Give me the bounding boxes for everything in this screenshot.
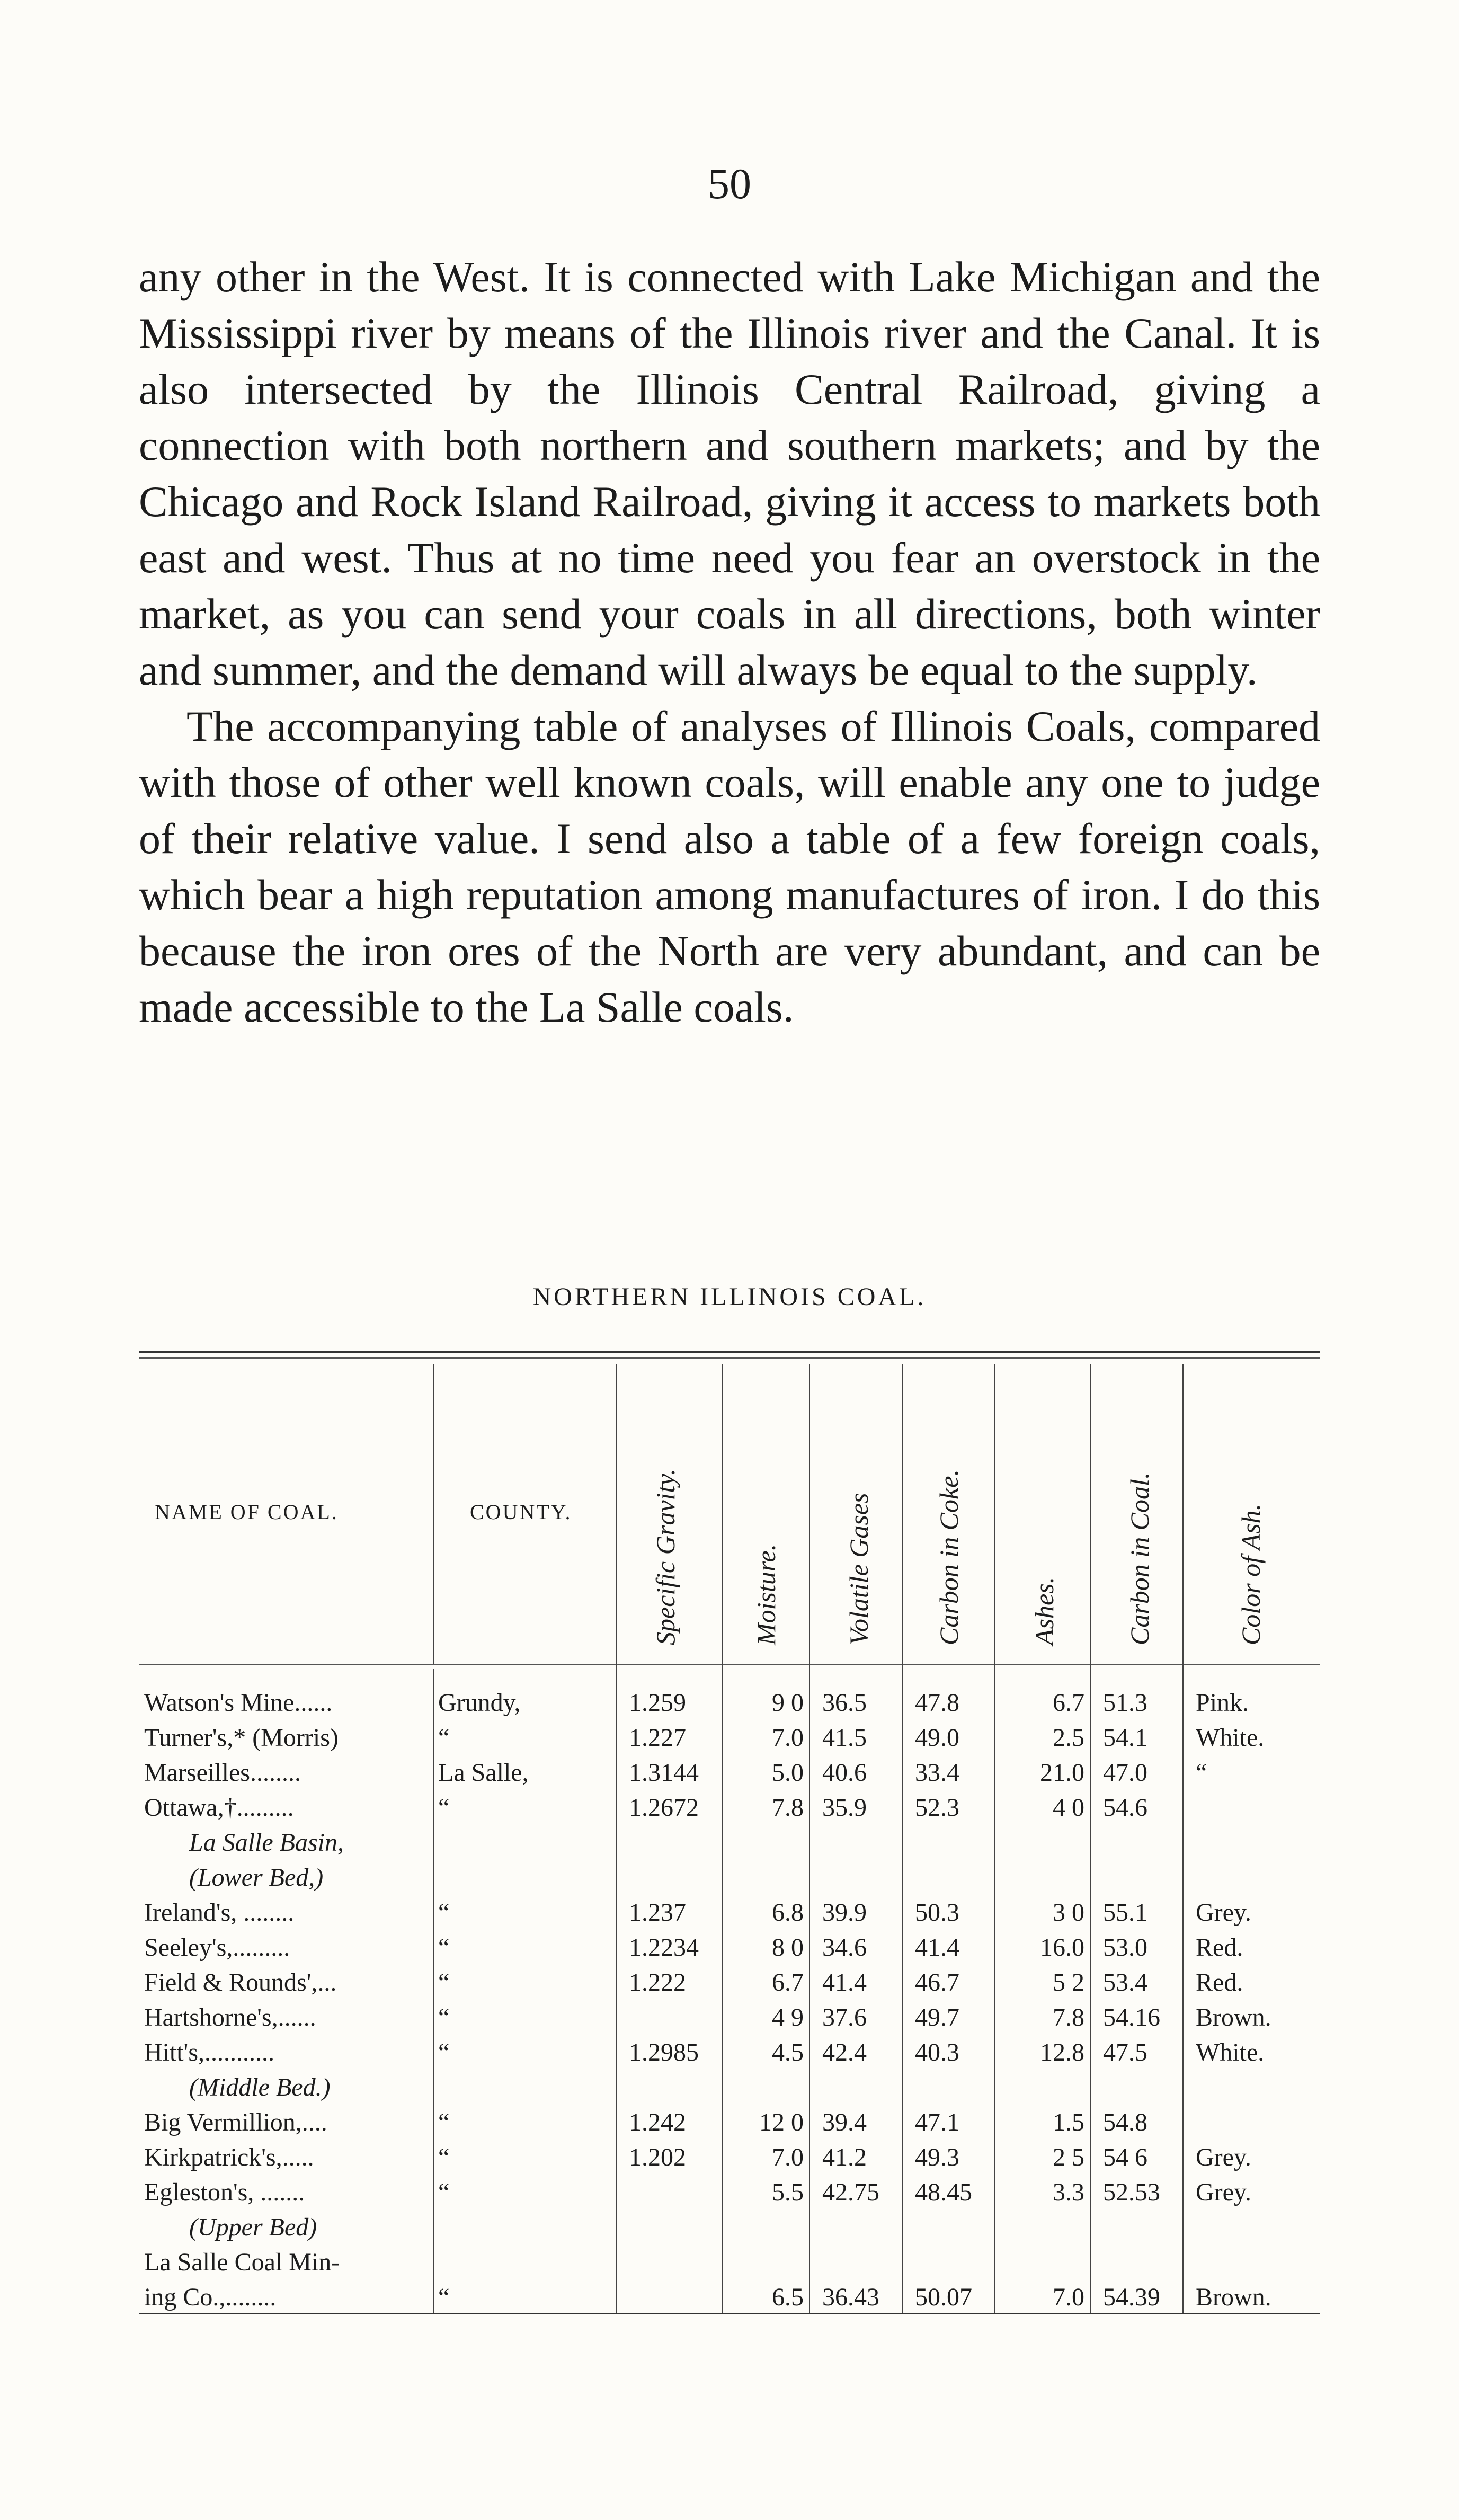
cell-ashes: 2 5 — [1053, 2143, 1084, 2171]
cell-color-of-ash: Red. — [1196, 1933, 1243, 1962]
cell-specific-gravity: 1.202 — [629, 2143, 686, 2171]
cell-specific-gravity: 1.242 — [629, 2108, 686, 2136]
cell-name: Turner's,* (Morris) — [144, 1724, 339, 1752]
table-row — [139, 2040, 1320, 2065]
cell-name: Ottawa,†......... — [144, 1794, 294, 1822]
table-row — [139, 1725, 1320, 1751]
cell-carbon-in-coal: 53.0 — [1103, 1933, 1147, 1962]
cell-ashes: 16.0 — [1040, 1933, 1084, 1962]
cell-county: “ — [438, 2178, 450, 2206]
header-volatile-gases: Volatile Gases — [844, 1493, 874, 1645]
cell-moisture: 7.0 — [772, 1724, 804, 1752]
cell-moisture: 8 0 — [772, 1933, 804, 1962]
table-row — [139, 1690, 1320, 1716]
cell-county: “ — [438, 1724, 450, 1752]
cell-color-of-ash: Grey. — [1196, 2178, 1251, 2206]
cell-carbon-in-coke: 33.4 — [915, 1759, 959, 1787]
cell-name: (Lower Bed,) — [189, 1864, 324, 1892]
cell-ashes: 3 0 — [1053, 1898, 1084, 1927]
header-carbon-in-coke: Carbon in Coke. — [934, 1469, 964, 1645]
cell-carbon-in-coal: 54.16 — [1103, 2003, 1160, 2031]
cell-ashes: 6.7 — [1053, 1689, 1084, 1717]
cell-ashes: 21.0 — [1040, 1759, 1084, 1787]
cell-name: Big Vermillion,.... — [144, 2108, 327, 2136]
table-row — [139, 1970, 1320, 1995]
cell-name: Marseilles........ — [144, 1759, 301, 1787]
table-row — [139, 1935, 1320, 1960]
cell-carbon-in-coal: 54.39 — [1103, 2283, 1160, 2311]
cell-name: ing Co.,........ — [144, 2283, 277, 2311]
cell-carbon-in-coal: 53.4 — [1103, 1968, 1147, 1997]
cell-carbon-in-coal: 51.3 — [1103, 1689, 1147, 1717]
cell-name: Hitt's,........... — [144, 2038, 274, 2066]
cell-name: Field & Rounds',... — [144, 1968, 337, 1997]
cell-color-of-ash: Brown. — [1196, 2283, 1271, 2311]
paragraph: any other in the West. It is connected with Lake Michigan and the Mississippi river by means of the Illinois river and the Canal. It is also intersected by the Illinois Central Railroad, giving a connection with both northern and southern markets; and by the Chicago and Rock Island Railroad, giving it access to markets both east and west. Thus at no time need you fear an overstock in the market, as you can send your coals in all directions, both winter and summer, and the demand will always be equal to the supply. — [139, 253, 1320, 694]
cell-moisture: 4 9 — [772, 2003, 804, 2031]
cell-county: “ — [438, 2108, 450, 2136]
cell-specific-gravity: 1.237 — [629, 1898, 686, 1927]
cell-carbon-in-coke: 48.45 — [915, 2178, 972, 2206]
cell-color-of-ash: Pink. — [1196, 1689, 1249, 1717]
table-row — [139, 2075, 1320, 2100]
cell-color-of-ash: White. — [1196, 1724, 1265, 1752]
cell-name: Seeley's,......... — [144, 1933, 290, 1962]
cell-ashes: 12.8 — [1040, 2038, 1084, 2066]
cell-volatile-gases: 41.4 — [822, 1968, 867, 1997]
cell-name: La Salle Basin, — [189, 1829, 344, 1857]
cell-carbon-in-coke: 49.3 — [915, 2143, 959, 2171]
cell-ashes: 4 0 — [1053, 1794, 1084, 1822]
cell-volatile-gases: 34.6 — [822, 1933, 867, 1962]
cell-county: “ — [438, 2283, 450, 2311]
cell-moisture: 6.8 — [772, 1898, 804, 1927]
table-row — [139, 2145, 1320, 2170]
cell-moisture: 9 0 — [772, 1689, 804, 1717]
cell-ashes: 3.3 — [1053, 2178, 1084, 2206]
header-ashes: Ashes. — [1029, 1576, 1059, 1645]
cell-carbon-in-coal: 47.5 — [1103, 2038, 1147, 2066]
header-county: COUNTY. — [470, 1500, 572, 1524]
cell-moisture: 12 0 — [759, 2108, 804, 2136]
cell-moisture: 7.8 — [772, 1794, 804, 1822]
cell-specific-gravity: 1.2672 — [629, 1794, 699, 1822]
cell-name: Hartshorne's,...... — [144, 2003, 316, 2031]
cell-name: Watson's Mine...... — [144, 1689, 333, 1717]
cell-moisture: 6.7 — [772, 1968, 804, 1997]
cell-volatile-gases: 40.6 — [822, 1759, 867, 1787]
cell-carbon-in-coal: 47.0 — [1103, 1759, 1147, 1787]
cell-carbon-in-coke: 41.4 — [915, 1933, 959, 1962]
table-row — [139, 1900, 1320, 1926]
cell-volatile-gases: 42.75 — [822, 2178, 879, 2206]
cell-carbon-in-coal: 55.1 — [1103, 1898, 1147, 1927]
cell-name: Ireland's, ........ — [144, 1898, 295, 1927]
table-row — [139, 2110, 1320, 2135]
cell-volatile-gases: 42.4 — [822, 2038, 867, 2066]
cell-color-of-ash: Grey. — [1196, 1898, 1251, 1927]
cell-name: (Upper Bed) — [189, 2213, 317, 2241]
cell-ashes: 5 2 — [1053, 1968, 1084, 1997]
cell-carbon-in-coke: 52.3 — [915, 1794, 959, 1822]
table-title: NORTHERN ILLINOIS COAL. — [532, 1283, 927, 1311]
cell-color-of-ash: White. — [1196, 2038, 1265, 2066]
cell-county: “ — [438, 2003, 450, 2031]
cell-moisture: 5.5 — [772, 2178, 804, 2206]
cell-name: La Salle Coal Min- — [144, 2248, 340, 2276]
body-text — [139, 249, 1320, 1035]
cell-county: Grundy, — [438, 1689, 521, 1717]
cell-color-of-ash: “ — [1196, 1759, 1207, 1787]
cell-specific-gravity: 1.3144 — [629, 1759, 699, 1787]
cell-carbon-in-coke: 46.7 — [915, 1968, 959, 1997]
table-row — [139, 1760, 1320, 1786]
cell-moisture: 5.0 — [772, 1759, 804, 1787]
cell-carbon-in-coal: 54 6 — [1103, 2143, 1147, 2171]
cell-carbon-in-coal: 52.53 — [1103, 2178, 1160, 2206]
cell-volatile-gases: 35.9 — [822, 1794, 867, 1822]
cell-carbon-in-coke: 50.3 — [915, 1898, 959, 1927]
cell-county: “ — [438, 2143, 450, 2171]
cell-specific-gravity: 1.222 — [629, 1968, 686, 1997]
table-row — [139, 2180, 1320, 2205]
header-carbon-in-coal: Carbon in Coal. — [1125, 1472, 1154, 1645]
cell-carbon-in-coal: 54.1 — [1103, 1724, 1147, 1752]
table-top-rule — [139, 1357, 1320, 1359]
cell-carbon-in-coal: 54.6 — [1103, 1794, 1147, 1822]
cell-volatile-gases: 41.2 — [822, 2143, 867, 2171]
cell-carbon-in-coke: 49.0 — [915, 1724, 959, 1752]
table-row — [139, 2215, 1320, 2240]
cell-county: La Salle, — [438, 1759, 529, 1787]
cell-moisture: 4.5 — [772, 2038, 804, 2066]
cell-ashes: 7.8 — [1053, 2003, 1084, 2031]
cell-volatile-gases: 36.5 — [822, 1689, 867, 1717]
cell-moisture: 6.5 — [772, 2283, 804, 2311]
table-row — [139, 1830, 1320, 1856]
cell-county: “ — [438, 1794, 450, 1822]
cell-volatile-gases: 39.4 — [822, 2108, 867, 2136]
paragraph: The accompanying table of analyses of Illinois Coals, compared with those of other well known coals, will enable any one to judge of their relative value. I send also a table of a few foreign coals, which bear a high reputation among manufactures of iron. I do this because the iron ores of the North are very abundant, and can be made accessible to the La Salle coals. — [139, 702, 1320, 1031]
cell-volatile-gases: 36.43 — [822, 2283, 879, 2311]
coal-analysis-table — [139, 1351, 1320, 2331]
cell-moisture: 7.0 — [772, 2143, 804, 2171]
header-specific-gravity: Specific Gravity. — [651, 1468, 680, 1645]
cell-specific-gravity: 1.227 — [629, 1724, 686, 1752]
cell-carbon-in-coke: 47.8 — [915, 1689, 959, 1717]
header-moisture: Moisture. — [751, 1543, 781, 1645]
cell-county: “ — [438, 1933, 450, 1962]
table-top-rule — [139, 1351, 1320, 1353]
header-color-of-ash: Color of Ash. — [1236, 1503, 1266, 1645]
table-row — [139, 2005, 1320, 2030]
page-number: 50 — [708, 159, 751, 208]
table-row — [139, 1865, 1320, 1891]
header-name-of-coal: NAME OF COAL. — [155, 1500, 339, 1524]
cell-county: “ — [438, 1968, 450, 1997]
table-row — [139, 2285, 1320, 2310]
cell-ashes: 7.0 — [1053, 2283, 1084, 2311]
cell-carbon-in-coke: 40.3 — [915, 2038, 959, 2066]
header-rule — [139, 1664, 1320, 1665]
cell-color-of-ash: Red. — [1196, 1968, 1243, 1997]
cell-ashes: 2.5 — [1053, 1724, 1084, 1752]
cell-name: Kirkpatrick's,..... — [144, 2143, 314, 2171]
cell-name: (Middle Bed.) — [189, 2073, 331, 2101]
cell-county: “ — [438, 1898, 450, 1927]
cell-specific-gravity: 1.2234 — [629, 1933, 699, 1962]
table-row — [139, 2250, 1320, 2275]
cell-carbon-in-coal: 54.8 — [1103, 2108, 1147, 2136]
cell-volatile-gases: 39.9 — [822, 1898, 867, 1927]
cell-volatile-gases: 41.5 — [822, 1724, 867, 1752]
cell-carbon-in-coke: 47.1 — [915, 2108, 959, 2136]
cell-county: “ — [438, 2038, 450, 2066]
cell-carbon-in-coke: 50.07 — [915, 2283, 972, 2311]
cell-volatile-gases: 37.6 — [822, 2003, 867, 2031]
table-row — [139, 1795, 1320, 1821]
cell-specific-gravity: 1.2985 — [629, 2038, 699, 2066]
cell-carbon-in-coke: 49.7 — [915, 2003, 959, 2031]
cell-specific-gravity: 1.259 — [629, 1689, 686, 1717]
cell-color-of-ash: Grey. — [1196, 2143, 1251, 2171]
cell-ashes: 1.5 — [1053, 2108, 1084, 2136]
table-bottom-rule — [139, 2313, 1320, 2314]
cell-name: Egleston's, ....... — [144, 2178, 305, 2206]
cell-color-of-ash: Brown. — [1196, 2003, 1271, 2031]
